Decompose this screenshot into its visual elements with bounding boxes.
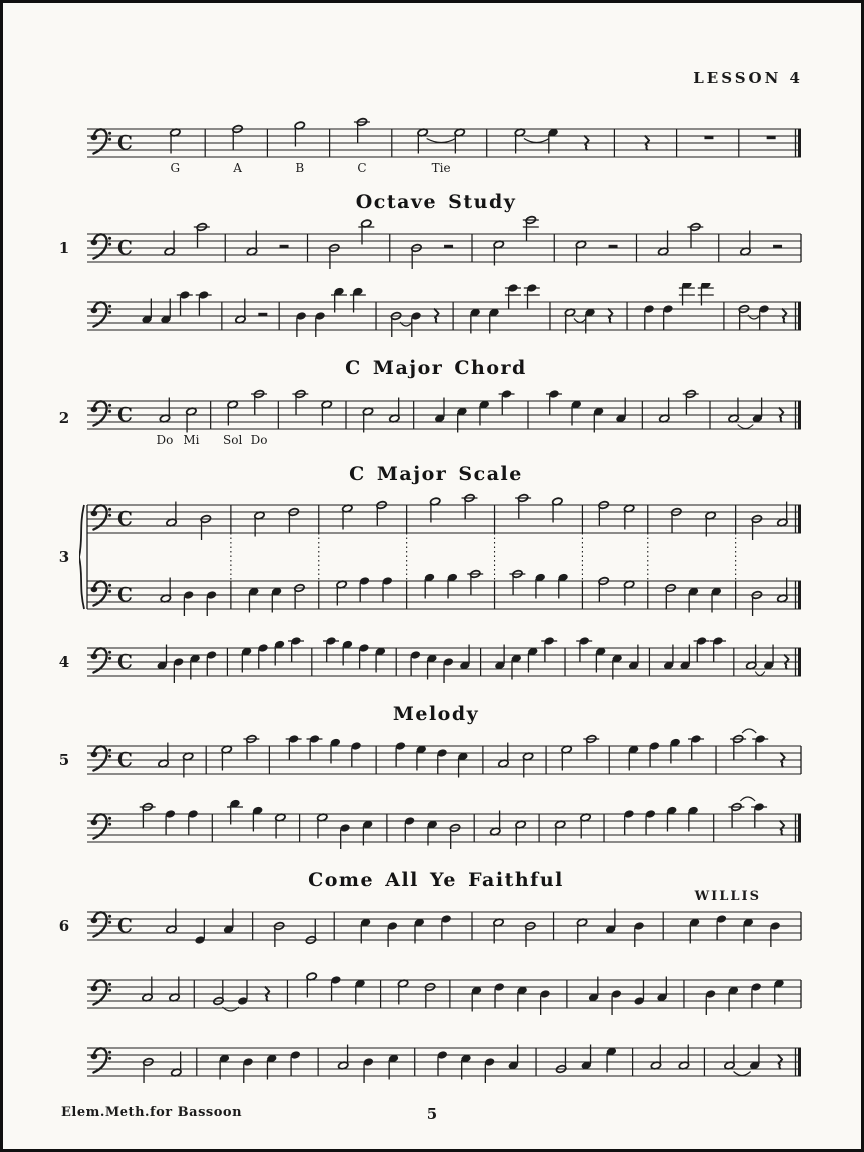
svg-text:C: C	[357, 161, 367, 175]
heading-come-all-ye-faithful: Come All Ye Faithful	[308, 869, 564, 891]
lesson-title: LESSON 4	[693, 69, 803, 87]
staff-ex6-line2	[79, 961, 809, 1027]
staff-ex3-grand-staff	[79, 487, 809, 627]
system-ex5-line2	[49, 795, 823, 861]
exercise-number-1: 1	[58, 239, 70, 257]
staff-ex5-line1	[79, 727, 809, 793]
staff-ex1-line2	[79, 283, 809, 349]
svg-text:C: C	[117, 913, 133, 938]
heading-c-major-scale: C Major Scale	[349, 463, 523, 485]
system-ex2	[49, 381, 823, 455]
staff-ex2-solfege	[79, 381, 809, 455]
exercise-number-5: 5	[58, 751, 70, 769]
system-ex3-grand	[49, 487, 823, 627]
system-intro	[49, 109, 823, 183]
svg-text:A: A	[233, 161, 242, 175]
staff-ex1-line1	[79, 215, 809, 281]
heading-c-major-chord: C Major Chord	[345, 357, 527, 379]
svg-text:C: C	[117, 506, 133, 531]
system-ex6-line3	[49, 1029, 823, 1095]
exercise-number-4: 4	[58, 653, 70, 671]
svg-text:B: B	[295, 161, 305, 175]
system-ex4	[49, 629, 823, 695]
svg-text:Mi: Mi	[183, 433, 200, 447]
footer-book-title: Elem.Meth.for Bassoon	[61, 1105, 243, 1120]
svg-text:C: C	[117, 649, 133, 674]
exercise-number-6: 6	[58, 917, 70, 935]
page-footer	[3, 1105, 861, 1125]
exercise-number-3: 3	[58, 548, 70, 566]
heading-octave-study: Octave Study	[355, 191, 517, 213]
music-content	[49, 109, 823, 1095]
svg-text:Sol: Sol	[223, 433, 243, 447]
page-number: 5	[426, 1105, 438, 1123]
staff-ex4	[79, 629, 809, 695]
svg-text:C: C	[117, 235, 133, 260]
come-all-header	[49, 869, 823, 904]
system-ex1-line1	[49, 215, 823, 281]
staff-ex6-line3	[79, 1029, 809, 1095]
svg-text:Do: Do	[156, 433, 174, 447]
heading-melody: Melody	[392, 703, 480, 725]
system-ex1-line2	[49, 283, 823, 349]
system-ex6-line2	[49, 961, 823, 1027]
svg-text:C: C	[117, 747, 133, 772]
svg-text:G: G	[170, 161, 181, 175]
staff-ex5-line2	[79, 795, 809, 861]
composer-credit: WILLIS	[694, 889, 761, 904]
svg-text:C: C	[117, 130, 133, 155]
exercise-number-2: 2	[58, 409, 70, 427]
svg-text:C: C	[117, 402, 133, 427]
svg-text:Do: Do	[250, 433, 268, 447]
system-ex5-line1	[49, 727, 823, 793]
staff-note-names-tie	[79, 109, 809, 183]
svg-text:Tie: Tie	[431, 161, 451, 175]
svg-text:C: C	[117, 582, 133, 607]
